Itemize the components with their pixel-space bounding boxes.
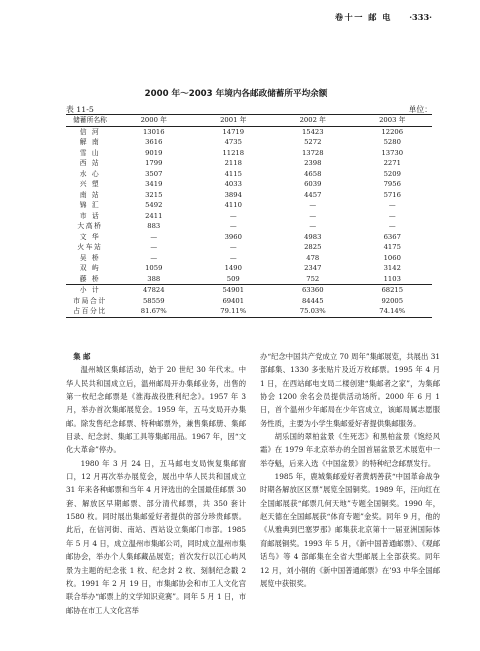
table-row xyxy=(66,296,432,307)
table-row xyxy=(66,179,432,190)
balance-cell: 84445 xyxy=(301,296,324,305)
paragraph: 1980 年 3 月 24 日，五马邮电支局恢复集邮窗口，12 月再次举办展览会，展出中华人民共和国成立 31 年来各种邮票和当年 4 月评选出的全国最佳邮票 30 套、解放区早期邮票、部分清代邮票，共 350 套计 1580 枚。同时展出集邮爱好者提供的部分珍贵邮票。此后，在信河街、南站、西站设立集邮门市部。1985 年 5 月 4 日，成立温州市集邮公司，同时成立温州市集邮协会，举办个人集邮藏品展览；首次发行以江心屿风景为主题的纪念张 1 枚、纪念封 2 枚、刻制纪念戳 2 枚。1991 年 2 月 19 日，市集邮协会和市工人文化宫联合举办“邮票上的文学知识竞赛”。同年 5 月 1 日，市邮协在市工人文化宫举 xyxy=(66,458,246,615)
office-name-cell: 大高桥 xyxy=(77,222,103,230)
balance-cell: 6039 xyxy=(304,180,322,188)
office-name-cell: 双 屿 xyxy=(79,264,101,272)
table-row xyxy=(66,263,432,274)
text-column-right xyxy=(260,350,440,590)
column-header: 2000 年 xyxy=(140,116,167,124)
balance-cell: — xyxy=(229,243,237,251)
balance-cell: — xyxy=(150,232,158,241)
table-row xyxy=(66,232,432,243)
balance-cell: 5492 xyxy=(145,201,163,209)
balance-cell: 3215 xyxy=(145,190,163,199)
balance-cell: 5272 xyxy=(304,138,322,146)
paragraph: 胡乐国的翠柏盆景《生死恋》和黑柏盆景《饱经风霜》在 1979 年北京举办的全国首届盆景艺术展览中一举夺魁，后来入选《中国盆景》的特种纪念邮票发行。 xyxy=(260,432,440,468)
balance-cell: 3894 xyxy=(224,190,242,199)
balance-cell: — xyxy=(150,253,158,262)
paragraph: 温州城区集邮活动，始于 20 世纪 30 年代末。中华人民共和国成立后，温州邮局开办集邮业务，出售的第一枚纪念邮票是《淮海战役胜利纪念》。1957 年 3 月，举办首次集邮展览会。1959 年，五马支局开办集邮。除发售纪念邮票、特种邮票外，兼售集邮册、集邮目录、纪念封、集邮工具等集邮用品。1967 年，因“文化大革命”停办。 xyxy=(66,365,246,455)
paragraph: 办“纪念中国共产党成立 70 周年”集邮展览，共展出 31 部邮集、1330 多张贴片及近万枚邮票。1995 年 4 月 1 日，在西站邮电支局二楼创建“集邮者之家”，为集邮协会 1200 余名会员提供活动场所。2000 年 6 月 1 日，首个温州少年邮局在少年宫成立，该邮局属志愿服务性质，主要为小学生集邮爱好者提供集邮服务。 xyxy=(260,352,440,428)
running-head xyxy=(40,12,432,26)
balance-cell: 4735 xyxy=(224,138,242,146)
balance-cell: 5209 xyxy=(383,169,401,178)
balance-cell: 81.67% xyxy=(140,307,167,315)
text-column-left xyxy=(66,350,246,617)
balance-cell: 54901 xyxy=(194,285,274,296)
balance-cell: — xyxy=(309,222,317,230)
table-row xyxy=(66,137,432,148)
column-header: 储蓄所名称 xyxy=(73,116,107,124)
balance-cell: 1060 xyxy=(383,253,401,262)
balance-cell: 12206 xyxy=(381,127,404,136)
balance-cell: — xyxy=(309,201,317,209)
balance-cell: 5280 xyxy=(383,138,401,146)
office-name-cell: 雪 山 xyxy=(79,148,101,157)
balance-cell: 2118 xyxy=(224,159,242,167)
balance-cell: 3616 xyxy=(145,138,163,146)
balance-cell: 92005 xyxy=(381,296,404,305)
balance-cell: — xyxy=(388,211,396,220)
balance-cell: 1059 xyxy=(145,264,163,272)
balance-cell: 74.14% xyxy=(379,307,406,315)
balance-cell: 3507 xyxy=(145,169,163,178)
balance-cell: 79.11% xyxy=(220,307,247,315)
table-row xyxy=(66,285,432,296)
balance-cell: 3960 xyxy=(224,232,242,241)
balance-cell: — xyxy=(229,211,237,220)
balance-cell: 2825 xyxy=(304,243,322,251)
balance-cell: 6367 xyxy=(383,232,401,241)
balance-cell: 5716 xyxy=(383,190,401,199)
balance-cell: 883 xyxy=(147,222,161,230)
table-row xyxy=(66,126,432,137)
office-name-cell: 水 心 xyxy=(79,169,101,178)
balance-cell: 752 xyxy=(306,274,320,283)
office-name-cell: 南 站 xyxy=(79,190,101,199)
balance-cell: 2347 xyxy=(304,264,322,272)
office-name-cell: 火车站 xyxy=(77,243,103,251)
paragraph: 1985 年，鹿城集邮爱好者黄炳善获“中国革命战争时期各解放区区票”展览全国铜奖。1989 年，汪向红在全国邮展获“邮票几何天地”专题全国铜奖。1990 年，赵天德在全国邮展获“体育专题”金奖。同年 9 月，他的《从雅典到巴塞罗那》邮集获北京第十一届亚洲国际体育邮展铜奖。1993 年 5 月，《新中国普通邮票》、《观邮话鸟》等 4 部邮集在全省大型邮展上全部获奖。同年 12 月，刘小钢的《新中国普通邮票》在’93 中华全国邮展览中获银奖。 xyxy=(260,472,440,588)
column-header: 2002 年 xyxy=(299,116,326,124)
column-header: 2003 年 xyxy=(379,116,406,124)
balance-cell: 1103 xyxy=(383,274,401,283)
balance-cell: 2398 xyxy=(304,159,322,167)
table-row xyxy=(66,306,432,317)
balance-cell: 9019 xyxy=(145,148,163,157)
table-row xyxy=(66,190,432,201)
balance-cell: 69401 xyxy=(222,296,245,305)
section-heading: 集 邮 xyxy=(73,352,91,361)
balance-cell: 11218 xyxy=(222,148,245,157)
balance-cell: 68215 xyxy=(353,285,433,296)
table-row xyxy=(66,169,432,180)
table-row xyxy=(66,211,432,222)
office-name-cell: 小 计 xyxy=(66,285,114,296)
balance-cell: 7956 xyxy=(383,180,401,188)
office-name-cell: 占百分比 xyxy=(73,307,107,315)
balance-cell: 13728 xyxy=(301,148,324,157)
balance-cell: 15423 xyxy=(301,127,324,136)
table-row xyxy=(66,274,432,285)
column-header: 2001 年 xyxy=(220,116,247,124)
table-row xyxy=(66,148,432,159)
balance-cell: 75.03% xyxy=(299,307,326,315)
balance-cell: — xyxy=(229,222,237,230)
balance-cell: 13016 xyxy=(142,127,165,136)
table-row xyxy=(66,221,432,232)
balance-cell: 58559 xyxy=(142,296,165,305)
office-name-cell: 兴 塑 xyxy=(79,180,101,188)
section-title: 卷十一 邮 电 xyxy=(334,12,392,22)
balance-cell: 14719 xyxy=(222,127,245,136)
office-name-cell: 藤 桥 xyxy=(79,274,101,283)
balance-cell: 4115 xyxy=(224,169,242,178)
balance-cell: — xyxy=(388,201,396,209)
office-name-cell: 文 华 xyxy=(79,232,101,241)
balance-cell: 1490 xyxy=(224,264,242,272)
balance-cell: 4983 xyxy=(304,232,322,241)
balance-cell: 4457 xyxy=(304,190,322,199)
office-name-cell: 市局合计 xyxy=(73,296,107,305)
balance-cell: — xyxy=(388,222,396,230)
office-name-cell: 信 河 xyxy=(79,127,101,136)
balance-cell: 4658 xyxy=(304,169,322,178)
balance-cell: 63360 xyxy=(273,285,353,296)
balance-cell: 509 xyxy=(226,274,240,283)
office-name-cell: 锦 汇 xyxy=(79,201,101,209)
table-title: 2000 年～2003 年境内各邮政储蓄所平均余额 xyxy=(144,89,328,99)
table-row xyxy=(66,200,432,211)
office-name-cell: 市 话 xyxy=(79,211,101,220)
balance-cell: 3419 xyxy=(145,180,163,188)
balance-cell: 3142 xyxy=(383,264,401,272)
balance-cell: 4175 xyxy=(383,243,401,251)
office-name-cell: 吴 桥 xyxy=(79,253,101,262)
table-header-row xyxy=(66,115,432,127)
balance-cell: 388 xyxy=(147,274,161,283)
office-name-cell: 解 南 xyxy=(79,138,101,146)
balance-cell: — xyxy=(229,253,237,262)
table-number: 表 11-5 xyxy=(66,105,94,114)
balance-cell: 47824 xyxy=(114,285,194,296)
balance-cell: 13730 xyxy=(381,148,404,157)
balance-cell: 2271 xyxy=(383,159,401,167)
balance-cell: 1799 xyxy=(145,159,163,167)
balance-cell: 4033 xyxy=(224,180,242,188)
savings-balance-table xyxy=(66,114,432,318)
table-row xyxy=(66,158,432,169)
balance-cell: 2411 xyxy=(145,211,163,220)
table-row xyxy=(66,242,432,253)
balance-cell: — xyxy=(309,211,317,220)
balance-cell: 478 xyxy=(306,253,320,262)
table-row xyxy=(66,253,432,264)
table-unit: 单位： xyxy=(408,105,432,114)
balance-cell: — xyxy=(150,243,158,251)
page-number: ·333· xyxy=(409,12,432,22)
balance-cell: 4110 xyxy=(224,201,242,209)
office-name-cell: 西 站 xyxy=(79,159,101,167)
